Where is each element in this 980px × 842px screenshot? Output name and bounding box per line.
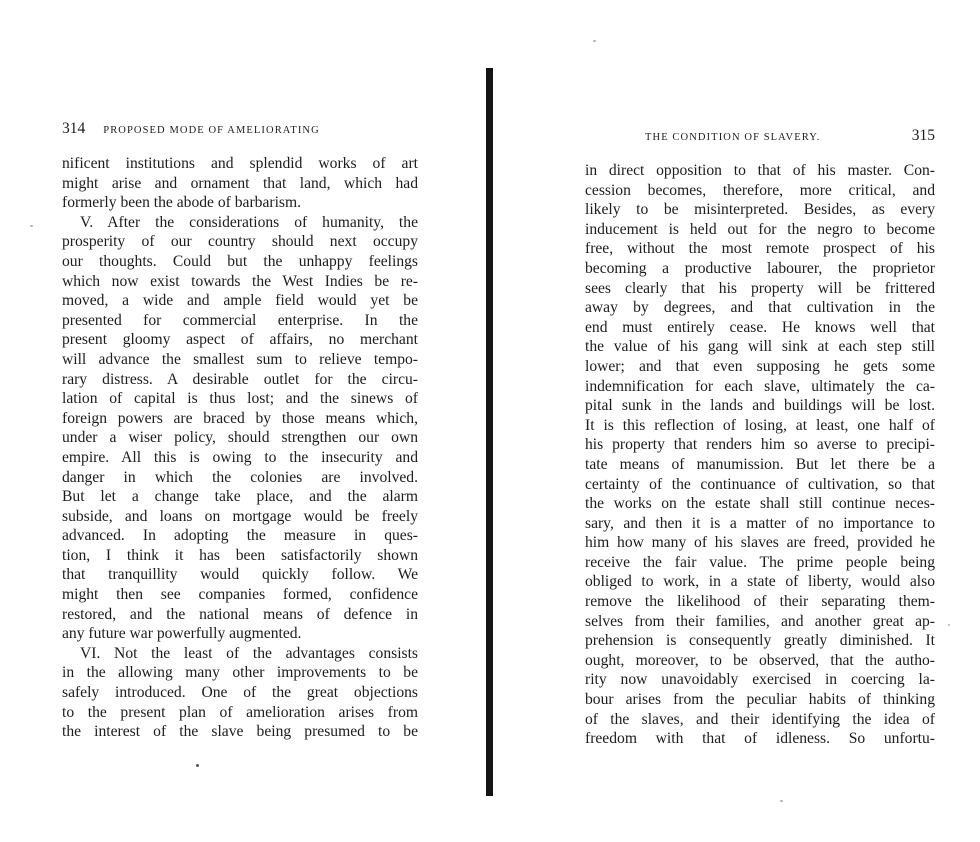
right-page-number: 315 bbox=[911, 127, 935, 144]
text-line: our thoughts. Could but the unhappy feelings bbox=[62, 252, 418, 270]
left-running-title: PROPOSED MODE OF AMELIORATING bbox=[103, 125, 320, 136]
text-line: certainty of the continuance of cultivation, so that bbox=[585, 475, 935, 493]
text-line: moved, a wide and ample field would yet be bbox=[62, 292, 418, 310]
right-page-header bbox=[585, 127, 935, 149]
text-line: V. After the considerations of humanity, the bbox=[80, 213, 418, 231]
text-line: selves from their families, and another great ap- bbox=[585, 612, 935, 630]
paper-speck bbox=[780, 800, 783, 802]
paper-speck bbox=[593, 40, 596, 42]
text-line: any future war powerfully augmented. bbox=[62, 625, 302, 643]
text-line: presented for commercial enterprise. In the bbox=[62, 311, 418, 329]
left-page-header bbox=[62, 120, 418, 142]
left-page-number: 314 bbox=[62, 120, 86, 137]
text-line: rity now unavoidably exercised in coercing la- bbox=[585, 671, 935, 689]
right-page-text bbox=[585, 161, 935, 749]
text-line: bour arises from the peculiar habits of thinking bbox=[585, 691, 935, 709]
text-line: cession becomes, therefore, more critical, and bbox=[585, 181, 935, 199]
text-line: rary distress. A desirable outlet for the circu- bbox=[62, 370, 418, 388]
text-line: obliged to work, in a state of liberty, would also bbox=[585, 573, 935, 591]
text-line: receive the fair value. The prime people being bbox=[585, 553, 935, 571]
text-line: prehension is consequently greatly diminished. It bbox=[585, 632, 935, 650]
text-line: in the allowing many other improvements to be bbox=[62, 664, 418, 682]
text-line: tion, I think it has been satisfactorily shown bbox=[62, 546, 418, 564]
text-line: will advance the smallest sum to relieve tempo- bbox=[62, 350, 418, 368]
text-line: foreign powers are braced by those means which, bbox=[62, 409, 418, 427]
text-line: ought, moreover, to be observed, that the autho- bbox=[585, 651, 935, 669]
text-line: nificent institutions and splendid works of art bbox=[62, 155, 418, 172]
paper-speck bbox=[30, 225, 33, 227]
text-line: of the slaves, and their identifying the idea of bbox=[585, 710, 935, 728]
gutter-divider bbox=[486, 68, 493, 796]
text-line: might then see companies formed, confidence bbox=[62, 586, 418, 604]
text-line: the value of his gang will sink at each step still bbox=[585, 338, 935, 356]
text-line: subside, and loans on mortgage would be freely bbox=[62, 507, 418, 525]
text-line: VI. Not the least of the advantages consists bbox=[80, 644, 418, 662]
text-line: tate means of manumission. But let there be a bbox=[585, 455, 935, 473]
text-line: free, without the most remote prospect of his bbox=[585, 240, 935, 258]
right-page bbox=[585, 127, 935, 749]
text-line: pital sunk in the lands and buildings will be lost. bbox=[585, 397, 935, 415]
text-line: might arise and ornament that land, which had bbox=[62, 174, 418, 192]
text-line: It is this reflection of losing, at least, one half of bbox=[585, 416, 935, 434]
text-line: restored, and the national means of defence in bbox=[62, 605, 418, 623]
text-line: But let a change take place, and the alarm bbox=[62, 488, 418, 506]
text-line: to the present plan of amelioration arises from bbox=[62, 703, 418, 721]
text-line: him how many of his slaves are freed, provided he bbox=[585, 534, 935, 552]
text-line: that tranquillity would quickly follow. We bbox=[62, 566, 418, 584]
left-page bbox=[62, 120, 418, 742]
text-line: remove the likelihood of their separating them- bbox=[585, 593, 935, 611]
text-line: his property that renders him so averse to precipi- bbox=[585, 436, 935, 454]
text-line: indemnification for each slave, ultimately the ca- bbox=[585, 377, 935, 395]
text-line: the interest of the slave being presumed to be bbox=[62, 723, 418, 741]
text-line: formerly been the abode of barbarism. bbox=[62, 194, 302, 212]
text-line: lation of capital is thus lost; and the sinews of bbox=[62, 390, 418, 408]
text-line: freedom with that of idleness. So unfortu- bbox=[585, 730, 935, 748]
text-line: advanced. In adopting the measure in ques- bbox=[62, 527, 418, 545]
left-page-text bbox=[62, 154, 418, 742]
text-line: danger in which the colonies are involved. bbox=[62, 468, 418, 486]
paper-speck bbox=[948, 624, 950, 626]
text-line: the works on the estate shall still continue neces- bbox=[585, 495, 935, 513]
right-running-title: THE CONDITION OF SLAVERY. bbox=[645, 132, 821, 143]
text-line: sary, and then it is a matter of no importance to bbox=[585, 514, 935, 532]
text-line: sees clearly that his property will be frittered bbox=[585, 279, 935, 297]
text-line: end must entirely cease. He knows well that bbox=[585, 318, 935, 336]
text-line: under a wiser policy, should strengthen our own bbox=[62, 429, 418, 447]
text-line: which now exist towards the West Indies be re- bbox=[62, 272, 418, 290]
text-line: likely to be misinterpreted. Besides, as every bbox=[585, 201, 935, 219]
text-line: away by degrees, and that cultivation in the bbox=[585, 299, 935, 317]
paper-speck bbox=[196, 764, 199, 767]
text-line: empire. All this is owing to the insecurity and bbox=[62, 448, 418, 466]
text-line: present gloomy aspect of affairs, no merchant bbox=[62, 331, 418, 349]
text-line: inducement is held out for the negro to become bbox=[585, 220, 935, 238]
text-line: safely introduced. One of the great objections bbox=[62, 684, 418, 702]
text-line: lower; and that even supposing he gets some bbox=[585, 357, 935, 375]
text-line: in direct opposition to that of his master. Con- bbox=[585, 162, 935, 179]
text-line: prosperity of our country should next occupy bbox=[62, 233, 418, 251]
text-line: becoming a productive labourer, the proprietor bbox=[585, 259, 935, 277]
